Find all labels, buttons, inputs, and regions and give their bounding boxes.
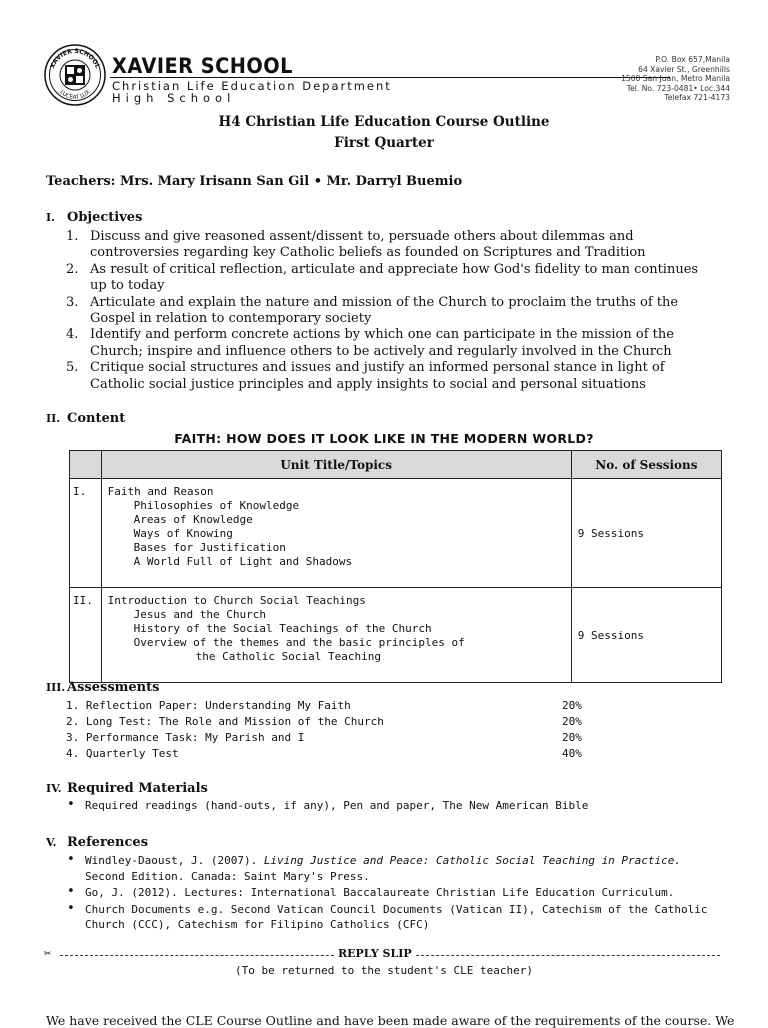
- table-row: [70, 479, 722, 588]
- assessment-weight: 40%: [562, 747, 582, 760]
- assessment-label: 1. Reflection Paper: Understanding My Faith: [66, 699, 351, 712]
- section-heading-assessments: [46, 680, 159, 695]
- reference-item: [66, 853, 726, 884]
- unit-topics: [101, 479, 571, 588]
- list-item: • Required readings (hand-outs, if any), Pen and paper, The New American Bible: [66, 798, 726, 814]
- unit-number: II.: [70, 588, 102, 683]
- contact-line: P.O. Box 657,Manila: [655, 55, 730, 64]
- unit-number: I.: [70, 479, 102, 588]
- reference-author: Windley-Daoust, J. (2007).: [85, 854, 264, 867]
- contact-line: 64 Xavier St., Greenhills: [638, 64, 730, 74]
- unit-topic: Philosophies of Knowledge: [133, 499, 300, 512]
- school-name: XAVIER SCHOOL: [112, 54, 293, 78]
- item-text: Articulate and explain the nature and mission of the Church to proclaim the truths of the Gospel in relation to contemporary society: [90, 294, 679, 327]
- school-level: High School: [112, 91, 236, 105]
- unit-topic-continuation: the Catholic Social Teaching: [195, 650, 382, 663]
- seal-text-bottom: LUCEAT LUX: [58, 89, 92, 102]
- reference-item: • Church Documents e.g. Second Vatican Council Documents (Vatican II), Catechism of the Catholic Church (CCC), Catechism for Filipino Catholics (CFC): [66, 902, 726, 933]
- table-row: [70, 588, 722, 683]
- assessment-label: 4. Quarterly Test: [66, 747, 179, 760]
- item-number: 5.: [66, 360, 79, 376]
- objective-item: [66, 360, 716, 393]
- reply-slip-cutline: [44, 947, 722, 963]
- table-header-topics: Unit Title/Topics: [101, 451, 571, 479]
- content-theme: FAITH: HOW DOES IT LOOK LIKE IN THE MODERN WORLD?: [174, 431, 594, 446]
- reply-slip-statement: We have received the CLE Course Outline and have been made aware of the requirements of the course. We: [46, 1013, 735, 1028]
- unit-topics: [101, 588, 571, 683]
- references-list: [66, 853, 726, 934]
- letterhead: [44, 44, 730, 108]
- contact-line: 1500 San Juan, Metro Manila: [621, 74, 730, 84]
- teachers-line: Teachers: Mrs. Mary Irisann San Gil • Mr. Darryl Buemio: [46, 174, 463, 189]
- section-heading-content: [46, 411, 125, 426]
- unit-topic: A World Full of Light and Shadows: [133, 555, 353, 568]
- reference-title: Living Justice and Peace: Catholic Social Teaching in Practice.: [263, 854, 682, 867]
- section-title: Objectives: [67, 210, 143, 225]
- unit-title: Introduction to Church Social Teachings: [107, 594, 366, 607]
- item-number: 4.: [66, 327, 79, 343]
- assessment-label: 3. Performance Task: My Parish and I: [66, 731, 305, 744]
- department-name: Christian Life Education Department: [112, 79, 392, 93]
- unit-topic: Areas of Knowledge: [133, 513, 253, 526]
- item-text: Critique social structures and issues and justify an informed personal stance in light of Catholic social justice principles and apply insights to social and personal situations: [90, 360, 665, 392]
- unit-topic: Overview of the themes and the basic principles of: [133, 636, 465, 649]
- objectives-list: [66, 229, 716, 393]
- document-subtitle: First Quarter: [334, 135, 434, 151]
- assessment-weight: 20%: [562, 699, 582, 712]
- assessment-item: [66, 730, 626, 746]
- objective-item: [66, 327, 716, 360]
- section-title: References: [67, 835, 149, 850]
- assessment-weight: 20%: [562, 731, 582, 744]
- table-header-row: [70, 451, 722, 479]
- reply-slip-note: (To be returned to the student's CLE teacher): [234, 964, 533, 977]
- section-number: III.: [46, 681, 66, 694]
- item-text: Discuss and give reasoned assent/dissent to, persuade others about dilemmas and controversies regarding key Catholic beliefs as founded on Scriptures and Tradition: [90, 229, 646, 261]
- assessment-item: [66, 698, 626, 714]
- reference-publisher: Second Edition. Canada: Saint Mary's Press.: [85, 869, 370, 883]
- assessment-weight: 20%: [562, 715, 582, 728]
- item-number: 3.: [66, 294, 79, 310]
- item-text: As result of critical reflection, articulate and appreciate how God's fidelity to man continues up to today: [90, 261, 699, 294]
- item-text: Identify and perform concrete actions by which one can participate in the mission of the Church; inspire and influence others to be actively and regularly involved in the Church: [90, 327, 674, 359]
- section-number: V.: [46, 836, 57, 849]
- objective-item: [66, 229, 716, 262]
- section-number: II.: [46, 412, 61, 425]
- section-heading-materials: [46, 781, 208, 796]
- unit-topic: Jesus and the Church: [133, 608, 267, 621]
- objective-item: [66, 262, 716, 295]
- seal-text-top: XAVIER SCHOOL: [49, 47, 101, 70]
- contact-line: Tel. No. 723-0481• Loc.344: [626, 83, 730, 93]
- table-header-cell: [70, 451, 102, 479]
- unit-topic: Ways of Knowing: [133, 527, 233, 540]
- unit-topic: History of the Social Teachings of the Church: [133, 622, 432, 635]
- assessment-item: [66, 714, 626, 730]
- unit-sessions: 9 Sessions: [571, 479, 721, 588]
- assessment-item: [66, 746, 626, 762]
- scissors-icon: ✂: [44, 947, 52, 960]
- section-title: Assessments: [67, 680, 160, 695]
- reply-slip-label: REPLY SLIP: [334, 947, 416, 960]
- assessments-list: [66, 698, 626, 762]
- unit-topic: Bases for Justification: [133, 541, 286, 554]
- table-header-sessions: No. of Sessions: [571, 451, 721, 479]
- reference-item: • Go, J. (2012). Lectures: International Baccalaureate Christian Life Education Curriculum.: [66, 885, 726, 901]
- item-number: 1.: [66, 229, 79, 244]
- header-divider: [110, 77, 670, 78]
- section-title: Required Materials: [67, 781, 208, 796]
- objective-item: [66, 295, 716, 328]
- school-seal-icon: [44, 44, 106, 106]
- contact-info: [621, 55, 730, 103]
- section-heading-objectives: [46, 210, 142, 225]
- section-title: Content: [67, 411, 126, 426]
- document-title: H4 Christian Life Education Course Outline: [218, 114, 550, 130]
- section-number: IV.: [46, 782, 62, 795]
- contact-line: Telefax 721-4173: [664, 93, 730, 103]
- unit-sessions: 9 Sessions: [571, 588, 721, 683]
- unit-title: Faith and Reason: [107, 485, 214, 498]
- assessment-label: 2. Long Test: The Role and Mission of the Church: [66, 715, 384, 728]
- section-number: I.: [46, 211, 55, 224]
- materials-list: [66, 798, 726, 815]
- section-heading-references: [46, 835, 148, 850]
- item-number: 2.: [66, 261, 79, 277]
- units-table: [69, 450, 722, 683]
